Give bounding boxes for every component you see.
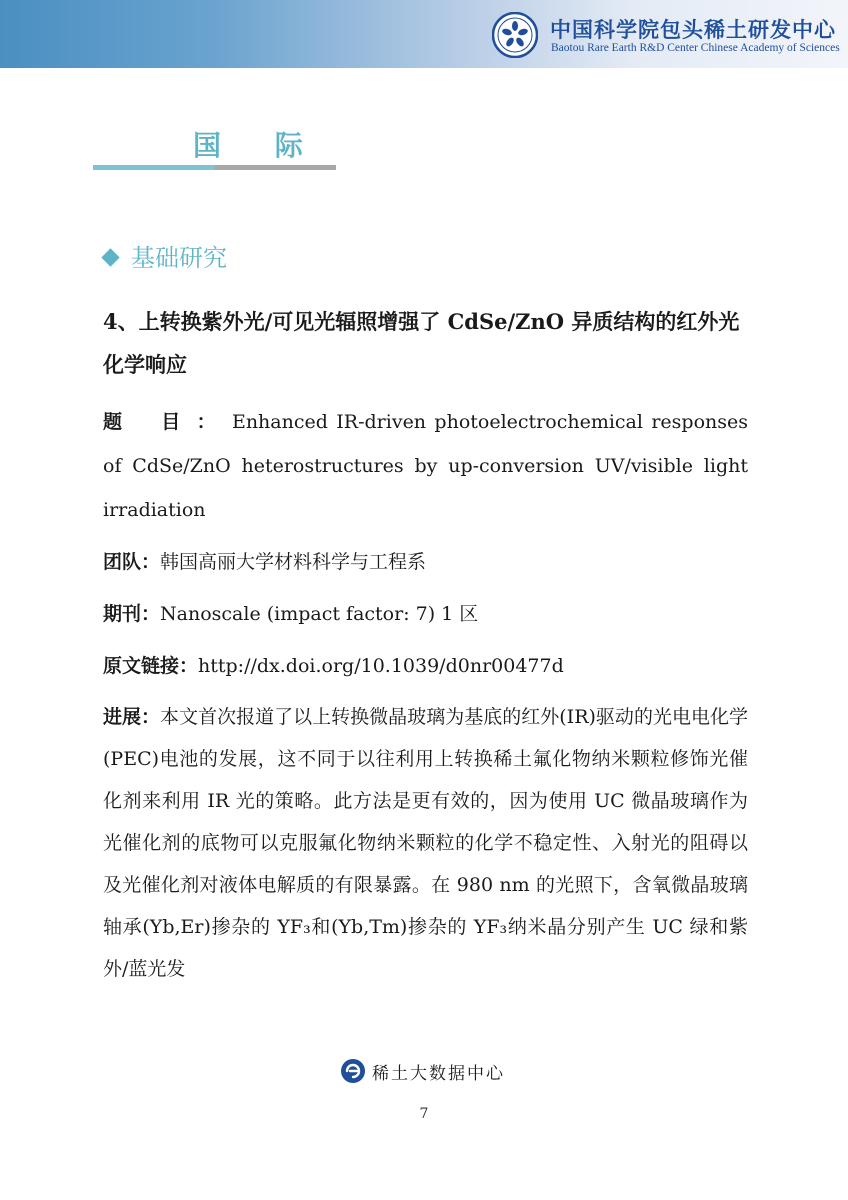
article-title: 4、上转换紫外光/可见光辐照增强了 CdSe/ZnO 异质结构的红外光化学响应 bbox=[103, 309, 740, 377]
topic-value: Enhanced IR-driven photoelectrochemical responses of CdSe/ZnO heterostructures by up-conversion UV/visible light irradiation bbox=[103, 411, 748, 521]
page-header bbox=[0, 0, 848, 68]
page-number: 7 bbox=[419, 1106, 429, 1122]
organization-name-cn: 中国科学院包头稀土研发中心 bbox=[550, 18, 836, 42]
article-topic bbox=[103, 400, 748, 532]
section-divider bbox=[93, 165, 336, 170]
team-value: 韩国高丽大学材料科学与工程系 bbox=[160, 551, 427, 573]
article-team bbox=[103, 540, 748, 584]
section-title: 国 际 bbox=[193, 129, 325, 162]
topic-label: 题 目： bbox=[103, 411, 232, 433]
subsection-heading bbox=[104, 238, 227, 273]
subsection-label: 基础研究 bbox=[131, 244, 227, 272]
progress-label: 进展： bbox=[103, 706, 161, 728]
footer-brand: 稀土大数据中心 bbox=[372, 1064, 505, 1084]
rare-earth-data-logo-icon bbox=[340, 1058, 366, 1084]
organization-name-en: Baotou Rare Earth R&D Center Chinese Academy of Sciences bbox=[551, 42, 840, 54]
article-progress bbox=[103, 696, 748, 990]
diamond-bullet-icon bbox=[101, 248, 119, 266]
team-label: 团队： bbox=[103, 551, 161, 573]
link-label: 原文链接： bbox=[103, 655, 199, 677]
progress-value: 本文首次报道了以上转换微晶玻璃为基底的红外(IR)驱动的光电电化学(PEC)电池的发展，这不同于以往利用上转换稀土氟化物纳米颗粒修饰光催化剂来利用 IR 光的策略。此方法是更有效的，因为使用 UC 微晶玻璃作为光催化剂的底物可以克服氟化物纳米颗粒的化学不稳定性、入射光的阻碍以及光催化剂对液体电解质的有限暴露。在 980 nm 的光照下，含氧微晶玻璃轴承(Yb,Er)掺杂的 YF₃和(Yb,Tm)掺杂的 YF₃纳米晶分别产生 UC 绿和紫外/蓝光发 bbox=[103, 706, 748, 980]
journal-value: Nanoscale (impact factor: 7) 1 区 bbox=[160, 603, 479, 625]
article-journal bbox=[103, 592, 748, 636]
article-body bbox=[103, 300, 748, 990]
doi-link[interactable]: http://dx.doi.org/10.1039/d0nr00477d bbox=[198, 655, 564, 677]
journal-label: 期刊： bbox=[103, 603, 161, 625]
article-link bbox=[103, 644, 748, 688]
cas-emblem-icon bbox=[492, 12, 538, 58]
